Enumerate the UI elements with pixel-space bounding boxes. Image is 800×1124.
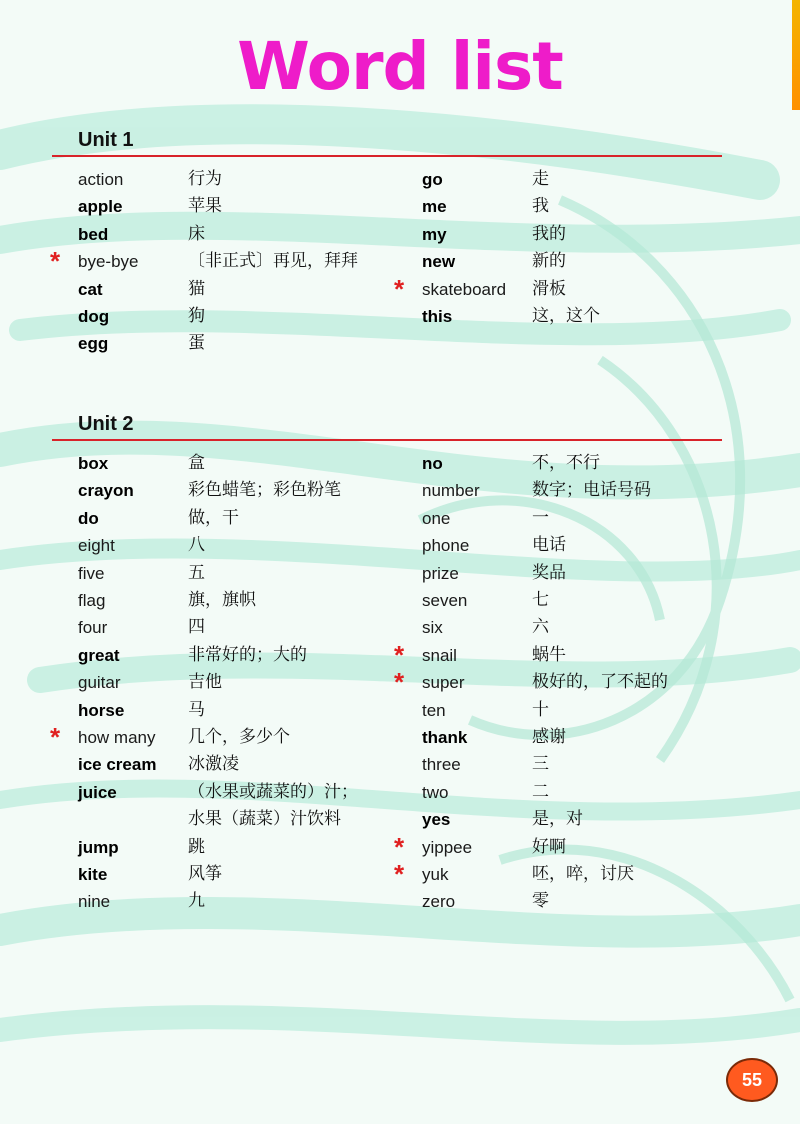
word-entry: [78, 614, 428, 641]
word-entry: [78, 303, 428, 330]
word-entry: [78, 221, 428, 248]
chinese-meaning: 蜗牛: [532, 644, 566, 665]
page-title: Word list: [237, 28, 563, 105]
english-word: skateboard: [422, 279, 507, 299]
chinese-meaning: 跳: [188, 836, 205, 857]
chinese-meaning: 床: [188, 223, 205, 244]
unit-title: Unit 1: [78, 129, 134, 151]
english-word: thank: [422, 728, 468, 747]
chinese-meaning: 风筝: [188, 864, 222, 884]
chinese-meaning: 我的: [532, 223, 566, 244]
chinese-meaning: 盒: [188, 453, 205, 473]
asterisk-icon: *: [394, 273, 405, 304]
chinese-meaning: 〔非正式〕再见，拜拜: [188, 251, 358, 272]
english-word: bed: [78, 224, 109, 244]
word-entry: [78, 806, 428, 833]
chinese-meaning: 二: [532, 781, 549, 802]
word-entry: [78, 831, 428, 862]
word-entry: [78, 697, 428, 724]
english-word: box: [78, 454, 109, 473]
english-word: kite: [78, 865, 108, 884]
word-entry: [78, 330, 428, 357]
word-entry: [78, 560, 428, 587]
english-word: cat: [78, 279, 103, 299]
chinese-meaning: 七: [532, 590, 549, 610]
word-entry: [78, 587, 428, 614]
chinese-meaning: 数字；电话号码: [532, 480, 651, 501]
asterisk-icon: *: [50, 722, 61, 752]
word-entry: [394, 639, 772, 670]
word-entry: [394, 273, 772, 304]
word-entry: [422, 724, 772, 751]
unit-divider: [52, 439, 722, 441]
word-entry: [422, 888, 772, 915]
chinese-meaning: 八: [188, 535, 205, 556]
english-word: prize: [422, 563, 459, 583]
chinese-meaning: 旗，旗帜: [188, 590, 256, 610]
word-entry: [422, 193, 772, 220]
word-entry: [422, 560, 772, 587]
word-entry: [78, 273, 428, 304]
word-entry: [422, 779, 772, 806]
chinese-meaning: 狗: [188, 306, 205, 326]
english-word: how many: [78, 728, 156, 747]
word-entry: [78, 888, 428, 915]
word-entry: [422, 221, 772, 248]
word-entry: [78, 166, 428, 193]
word-entry: [78, 450, 428, 477]
word-entry: [78, 505, 428, 532]
chinese-meaning: 非常好的；大的: [188, 644, 307, 665]
word-entry: [50, 722, 428, 752]
word-entry: [50, 246, 428, 277]
word-entry: [78, 193, 428, 220]
english-word: number: [422, 481, 480, 501]
english-word: two: [422, 782, 449, 802]
english-word: zero: [422, 892, 456, 912]
english-word: horse: [78, 700, 125, 720]
english-word: one: [422, 508, 451, 528]
english-word: new: [422, 252, 456, 272]
english-word: four: [78, 618, 108, 638]
english-word: juice: [78, 782, 117, 802]
english-word: this: [422, 307, 453, 326]
unit-divider: [52, 155, 722, 157]
word-entry: [78, 669, 428, 696]
chinese-meaning: 一: [532, 507, 549, 528]
chinese-meaning: 走: [532, 169, 549, 189]
chinese-meaning: 几个，多少个: [188, 727, 290, 747]
english-word: crayon: [78, 481, 134, 501]
english-word: three: [422, 755, 461, 775]
english-word: six: [422, 618, 443, 638]
chinese-meaning: 三: [532, 754, 549, 775]
asterisk-icon: *: [394, 639, 405, 670]
chinese-meaning: 苹果: [188, 196, 222, 217]
unit-title: Unit 2: [78, 413, 134, 435]
english-word: jump: [78, 837, 119, 857]
word-entry: [422, 806, 772, 833]
chinese-meaning: 六: [532, 617, 549, 638]
word-entry: [78, 532, 428, 559]
word-entry: [422, 505, 772, 532]
chinese-meaning: 马: [188, 699, 205, 720]
word-entry: [394, 859, 772, 889]
english-word: nine: [78, 892, 111, 912]
chinese-meaning: 是，对: [532, 809, 583, 830]
asterisk-icon: *: [50, 246, 61, 277]
english-word: guitar: [78, 673, 121, 693]
word-entry: [78, 751, 428, 778]
chinese-meaning: 我: [532, 196, 549, 217]
chinese-meaning: 奖品: [532, 562, 566, 583]
chinese-meaning: 感谢: [532, 727, 566, 747]
chinese-meaning: 呸，啐，讨厌: [532, 864, 634, 884]
chinese-meaning: （水果或蔬菜的）汁；: [188, 781, 358, 802]
word-entry: [422, 303, 772, 330]
word-entry: [422, 248, 772, 275]
chinese-meaning: 滑板: [532, 278, 566, 299]
word-entry: [78, 861, 428, 888]
word-entry: [78, 477, 428, 504]
chinese-meaning: 冰激凌: [188, 754, 239, 775]
asterisk-icon: *: [394, 859, 405, 889]
chinese-meaning: 彩色蜡笔；彩色粉笔: [188, 480, 341, 501]
word-entry: [394, 831, 772, 862]
chinese-meaning: 九: [188, 891, 205, 912]
english-word: super: [422, 673, 465, 693]
chinese-meaning: 蛋: [188, 333, 205, 354]
english-word: bye-bye: [78, 252, 139, 272]
english-word: egg: [78, 334, 109, 354]
english-word: action: [78, 170, 124, 189]
page-number-badge: 55: [726, 1058, 778, 1102]
chinese-meaning: 吉他: [188, 672, 222, 693]
word-entry: [422, 166, 772, 193]
word-entry: [422, 477, 772, 504]
word-entry: [422, 450, 772, 477]
word-entry: [78, 639, 428, 670]
chinese-meaning: 这，这个: [532, 306, 600, 326]
english-word: yes: [422, 810, 451, 830]
chinese-meaning: 十: [532, 699, 549, 720]
english-word: snail: [422, 645, 457, 665]
english-word: apple: [78, 197, 123, 217]
chinese-meaning: 新的: [532, 251, 566, 272]
english-word: phone: [422, 536, 470, 556]
asterisk-icon: *: [394, 667, 405, 698]
word-entry: [422, 751, 772, 778]
word-entry: [422, 532, 772, 559]
english-word: yippee: [422, 837, 473, 857]
word-entry: [422, 697, 772, 724]
word-entry: [78, 779, 428, 806]
english-word: eight: [78, 536, 115, 556]
chinese-meaning: 猫: [188, 278, 205, 299]
english-word: flag: [78, 591, 106, 610]
chinese-meaning: 极好的，了不起的: [532, 672, 668, 693]
chinese-meaning: 零: [532, 891, 549, 912]
word-entry: [394, 667, 772, 698]
chinese-meaning: 做，干: [188, 507, 239, 528]
chinese-meaning: 不，不行: [532, 453, 600, 473]
chinese-meaning: 好啊: [532, 836, 566, 857]
english-word: ice cream: [78, 755, 157, 775]
chinese-meaning: 五: [188, 562, 205, 583]
english-word: ten: [422, 700, 446, 720]
english-word: my: [422, 224, 447, 244]
english-word: no: [422, 454, 443, 473]
asterisk-icon: *: [394, 831, 405, 862]
chinese-meaning: 电话: [532, 535, 566, 556]
word-entry: [422, 587, 772, 614]
chinese-meaning: 水果（蔬菜）汁饮料: [188, 809, 341, 830]
english-word: great: [78, 645, 120, 665]
word-entry: [422, 614, 772, 641]
english-word: me: [422, 197, 447, 217]
english-word: five: [78, 563, 105, 583]
chinese-meaning: 行为: [188, 169, 222, 189]
english-word: go: [422, 170, 443, 189]
english-word: do: [78, 508, 99, 528]
english-word: yuk: [422, 865, 449, 884]
english-word: seven: [422, 591, 468, 610]
chinese-meaning: 四: [188, 617, 205, 638]
english-word: dog: [78, 307, 110, 326]
